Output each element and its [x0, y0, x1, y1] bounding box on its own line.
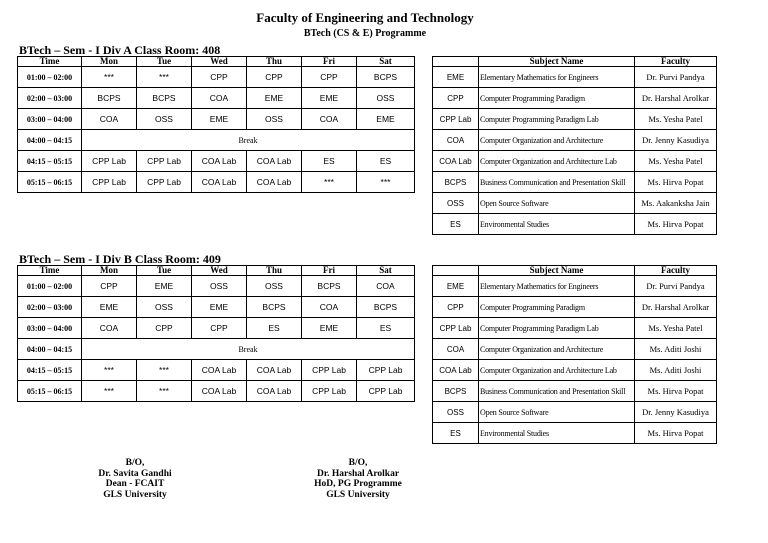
subject-code: OSS — [433, 193, 479, 214]
time-slot: 05:15 – 06:15 — [18, 381, 82, 402]
faculty-name: Dr. Purvi Pandya — [635, 67, 717, 88]
div-b-heading: BTech – Sem - I Div B Class Room: 409 — [19, 252, 221, 266]
column-header: Subject Name — [479, 266, 635, 276]
class-cell: COA Lab — [247, 172, 302, 193]
class-cell: EME — [192, 109, 247, 130]
faculty-name: Ms. Yesha Patel — [635, 109, 717, 130]
column-header-blank — [433, 266, 479, 276]
table-row — [18, 339, 415, 360]
column-header: Time — [18, 266, 82, 276]
class-cell: COA — [82, 109, 137, 130]
break-cell: Break — [82, 130, 415, 151]
column-header: Subject Name — [479, 57, 635, 67]
page-title: Faculty of Engineering and Technology — [256, 10, 474, 25]
time-slot: 04:15 – 05:15 — [18, 151, 82, 172]
class-cell: CPP Lab — [302, 360, 357, 381]
class-cell: OSS — [192, 276, 247, 297]
class-cell: CPP — [137, 318, 192, 339]
subject-code: EME — [433, 67, 479, 88]
table-row — [433, 402, 717, 423]
header-row — [18, 266, 415, 276]
subject-name: Computer Organization and Architecture — [479, 339, 635, 360]
class-cell: CPP Lab — [82, 151, 137, 172]
subject-code: COA Lab — [433, 151, 479, 172]
table-row — [433, 381, 717, 402]
faculty-name: Dr. Harshal Arolkar — [635, 297, 717, 318]
class-cell: CPP — [192, 67, 247, 88]
table-row — [433, 130, 717, 151]
class-cell: BCPS — [247, 297, 302, 318]
table-row — [18, 67, 415, 88]
class-cell: OSS — [137, 109, 192, 130]
subject-code: CPP — [433, 297, 479, 318]
class-cell: BCPS — [82, 88, 137, 109]
class-cell: CPP — [82, 276, 137, 297]
class-cell: COA Lab — [192, 381, 247, 402]
column-header: Faculty — [635, 266, 717, 276]
subject-name: Computer Organization and Architecture — [479, 130, 635, 151]
table-row — [433, 193, 717, 214]
subject-code: CPP Lab — [433, 109, 479, 130]
column-header-blank — [433, 57, 479, 67]
class-cell: BCPS — [302, 276, 357, 297]
class-cell: *** — [82, 360, 137, 381]
table-row — [433, 339, 717, 360]
time-slot: 02:00 – 03:00 — [18, 297, 82, 318]
subject-code: EME — [433, 276, 479, 297]
class-cell: CPP — [302, 67, 357, 88]
class-cell: ES — [357, 151, 415, 172]
class-cell: EME — [247, 88, 302, 109]
table-row — [433, 276, 717, 297]
class-cell: BCPS — [357, 297, 415, 318]
subject-name: Computer Organization and Architecture Lab — [479, 151, 635, 172]
class-cell: BCPS — [357, 67, 415, 88]
class-cell: CPP Lab — [137, 151, 192, 172]
table-row — [18, 151, 415, 172]
header-row — [18, 57, 415, 67]
div-a-subject-table — [432, 56, 717, 235]
page-subtitle: BTech (CS & E) Programme — [303, 28, 427, 39]
class-cell: OSS — [357, 88, 415, 109]
class-cell: CPP Lab — [357, 360, 415, 381]
class-cell: COA — [82, 318, 137, 339]
signature-line: B/O, — [348, 458, 368, 468]
table-row — [433, 360, 717, 381]
time-slot: 04:00 – 04:15 — [18, 130, 82, 151]
class-cell: EME — [302, 88, 357, 109]
table-row — [18, 130, 415, 151]
signature-org: GLS University — [103, 489, 167, 500]
subject-code: OSS — [433, 402, 479, 423]
div-b-timetable — [17, 265, 415, 402]
subject-code: COA — [433, 130, 479, 151]
faculty-name: Ms. Aakanksha Jain — [635, 193, 717, 214]
signature-designation: Dean - FCAIT — [105, 479, 165, 489]
div-b-subject-table — [432, 265, 717, 444]
class-cell: COA Lab — [247, 381, 302, 402]
class-cell: BCPS — [137, 88, 192, 109]
class-cell: CPP Lab — [137, 172, 192, 193]
subject-code: BCPS — [433, 172, 479, 193]
class-cell: COA Lab — [192, 172, 247, 193]
table-row — [433, 88, 717, 109]
class-cell: COA — [302, 297, 357, 318]
subject-code: BCPS — [433, 381, 479, 402]
class-cell: *** — [82, 67, 137, 88]
table-row — [433, 297, 717, 318]
table-row — [18, 360, 415, 381]
signature-name: Dr. Savita Gandhi — [98, 468, 172, 479]
time-slot: 03:00 – 04:00 — [18, 109, 82, 130]
subject-name: Computer Organization and Architecture Lab — [479, 360, 635, 381]
table-row — [18, 381, 415, 402]
subject-code: ES — [433, 423, 479, 444]
class-cell: COA — [357, 276, 415, 297]
time-slot: 01:00 – 02:00 — [18, 67, 82, 88]
class-cell: EME — [82, 297, 137, 318]
column-header: Sat — [357, 57, 415, 67]
break-cell: Break — [82, 339, 415, 360]
column-header: Thu — [247, 266, 302, 276]
class-cell: COA — [302, 109, 357, 130]
signature-hod — [278, 458, 438, 500]
column-header: Thu — [247, 57, 302, 67]
subject-name: Business Communication and Presentation Skill — [479, 381, 635, 402]
div-a-timetable — [17, 56, 415, 193]
column-header: Sat — [357, 266, 415, 276]
time-slot: 04:00 – 04:15 — [18, 339, 82, 360]
table-row — [433, 214, 717, 235]
table-row — [433, 109, 717, 130]
class-cell: ES — [302, 151, 357, 172]
class-cell: *** — [137, 360, 192, 381]
faculty-name: Ms. Hirva Popat — [635, 381, 717, 402]
class-cell: CPP Lab — [357, 381, 415, 402]
time-slot: 03:00 – 04:00 — [18, 318, 82, 339]
faculty-name: Dr. Jenny Kasudiya — [635, 402, 717, 423]
faculty-name: Dr. Jenny Kasudiya — [635, 130, 717, 151]
class-cell: EME — [357, 109, 415, 130]
subject-name: Computer Programming Paradigm — [479, 88, 635, 109]
column-header: Tue — [137, 266, 192, 276]
class-cell: *** — [82, 381, 137, 402]
class-cell: *** — [357, 172, 415, 193]
class-cell: CPP — [192, 318, 247, 339]
faculty-name: Ms. Hirva Popat — [635, 172, 717, 193]
subject-code: CPP Lab — [433, 318, 479, 339]
table-row — [433, 172, 717, 193]
table-row — [18, 276, 415, 297]
class-cell: COA — [192, 88, 247, 109]
column-header: Wed — [192, 57, 247, 67]
faculty-name: Ms. Aditi Joshi — [635, 339, 717, 360]
subject-code: ES — [433, 214, 479, 235]
time-slot: 05:15 – 06:15 — [18, 172, 82, 193]
class-cell: EME — [192, 297, 247, 318]
faculty-name: Dr. Harshal Arolkar — [635, 88, 717, 109]
class-cell: CPP Lab — [82, 172, 137, 193]
class-cell: ES — [357, 318, 415, 339]
class-cell: *** — [302, 172, 357, 193]
class-cell: COA Lab — [192, 151, 247, 172]
class-cell: OSS — [247, 276, 302, 297]
signature-org: GLS University — [326, 489, 390, 500]
column-header: Mon — [82, 57, 137, 67]
column-header: Mon — [82, 266, 137, 276]
subject-code: COA Lab — [433, 360, 479, 381]
table-row — [433, 67, 717, 88]
table-row — [18, 109, 415, 130]
subject-code: COA — [433, 339, 479, 360]
class-cell: OSS — [247, 109, 302, 130]
class-cell: COA Lab — [247, 151, 302, 172]
subject-name: Elementary Mathematics for Engineers — [479, 67, 635, 88]
subject-name: Environmental Studies — [479, 214, 635, 235]
column-header: Time — [18, 57, 82, 67]
signature-dean — [55, 458, 215, 500]
class-cell: ES — [247, 318, 302, 339]
faculty-name: Ms. Hirva Popat — [635, 214, 717, 235]
table-row — [433, 318, 717, 339]
subject-name: Computer Programming Paradigm Lab — [479, 318, 635, 339]
class-cell: CPP — [247, 67, 302, 88]
column-header: Faculty — [635, 57, 717, 67]
class-cell: COA Lab — [192, 360, 247, 381]
table-row — [433, 423, 717, 444]
signature-name: Dr. Harshal Arolkar — [316, 468, 400, 479]
header-row — [433, 57, 717, 67]
class-cell: OSS — [137, 297, 192, 318]
class-cell: CPP Lab — [302, 381, 357, 402]
subject-name: Open Source Software — [479, 402, 635, 423]
time-slot: 04:15 – 05:15 — [18, 360, 82, 381]
table-row — [18, 318, 415, 339]
class-cell: EME — [302, 318, 357, 339]
faculty-name: Ms. Aditi Joshi — [635, 360, 717, 381]
column-header: Tue — [137, 57, 192, 67]
column-header: Fri — [302, 266, 357, 276]
signature-line: B/O, — [125, 458, 145, 468]
faculty-name: Ms. Yesha Patel — [635, 151, 717, 172]
table-row — [18, 88, 415, 109]
time-slot: 02:00 – 03:00 — [18, 88, 82, 109]
subject-name: Computer Programming Paradigm Lab — [479, 109, 635, 130]
column-header: Fri — [302, 57, 357, 67]
faculty-name: Ms. Yesha Patel — [635, 318, 717, 339]
class-cell: *** — [137, 381, 192, 402]
subject-name: Open Source Software — [479, 193, 635, 214]
subject-code: CPP — [433, 88, 479, 109]
subject-name: Computer Programming Paradigm — [479, 297, 635, 318]
table-row — [18, 297, 415, 318]
class-cell: EME — [137, 276, 192, 297]
header-row — [433, 266, 717, 276]
column-header: Wed — [192, 266, 247, 276]
time-slot: 01:00 – 02:00 — [18, 276, 82, 297]
subject-name: Business Communication and Presentation Skill — [479, 172, 635, 193]
div-a-heading: BTech – Sem - I Div A Class Room: 408 — [19, 43, 221, 57]
faculty-name: Ms. Hirva Popat — [635, 423, 717, 444]
class-cell: COA Lab — [247, 360, 302, 381]
faculty-name: Dr. Purvi Pandya — [635, 276, 717, 297]
class-cell: *** — [137, 67, 192, 88]
subject-name: Elementary Mathematics for Engineers — [479, 276, 635, 297]
subject-name: Environmental Studies — [479, 423, 635, 444]
table-row — [18, 172, 415, 193]
table-row — [433, 151, 717, 172]
signature-designation: HoD, PG Programme — [314, 479, 402, 489]
